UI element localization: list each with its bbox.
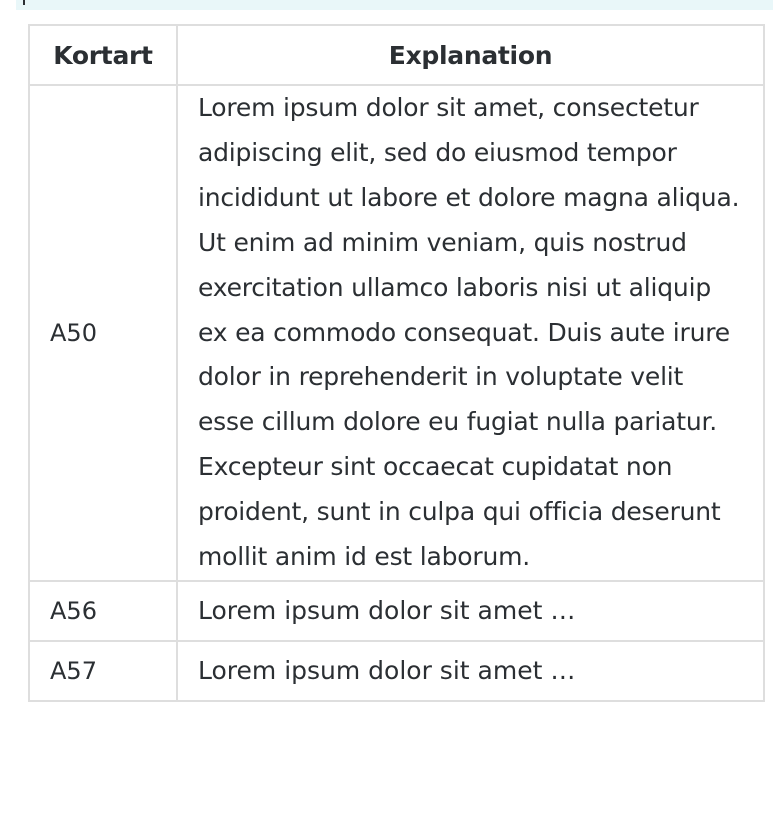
cell-kortart: A56 xyxy=(29,581,177,641)
cell-kortart: A50 xyxy=(29,85,177,581)
callout-band xyxy=(16,0,773,10)
cell-explanation: Lorem ipsum dolor sit amet, consectetur adipiscing elit, sed do eiusmod tempor incididunt ut labore et dolore magna aliqua. Ut enim ad minim veniam, quis nostrud exercitation ullamco laboris nisi ut aliquip ex ea commodo consequat. Duis aute irure dolor in reprehenderit in voluptate velit esse cillum dolore eu fugiat nulla pariatur. Excepteur sint occaecat cupidatat non proident, sunt in culpa qui officia deserunt mollit anim id est laborum. xyxy=(177,85,764,581)
table-row xyxy=(29,581,764,641)
column-header-explanation: Explanation xyxy=(177,25,764,85)
kortart-table xyxy=(28,24,765,702)
cell-explanation: Lorem ipsum dolor sit amet … xyxy=(177,641,764,701)
cell-explanation: Lorem ipsum dolor sit amet … xyxy=(177,581,764,641)
column-header-kortart: Kortart xyxy=(29,25,177,85)
cell-kortart: A57 xyxy=(29,641,177,701)
table-row xyxy=(29,641,764,701)
table-row xyxy=(29,85,764,581)
text-cursor-mark xyxy=(23,0,25,5)
table-header-row xyxy=(29,25,764,85)
